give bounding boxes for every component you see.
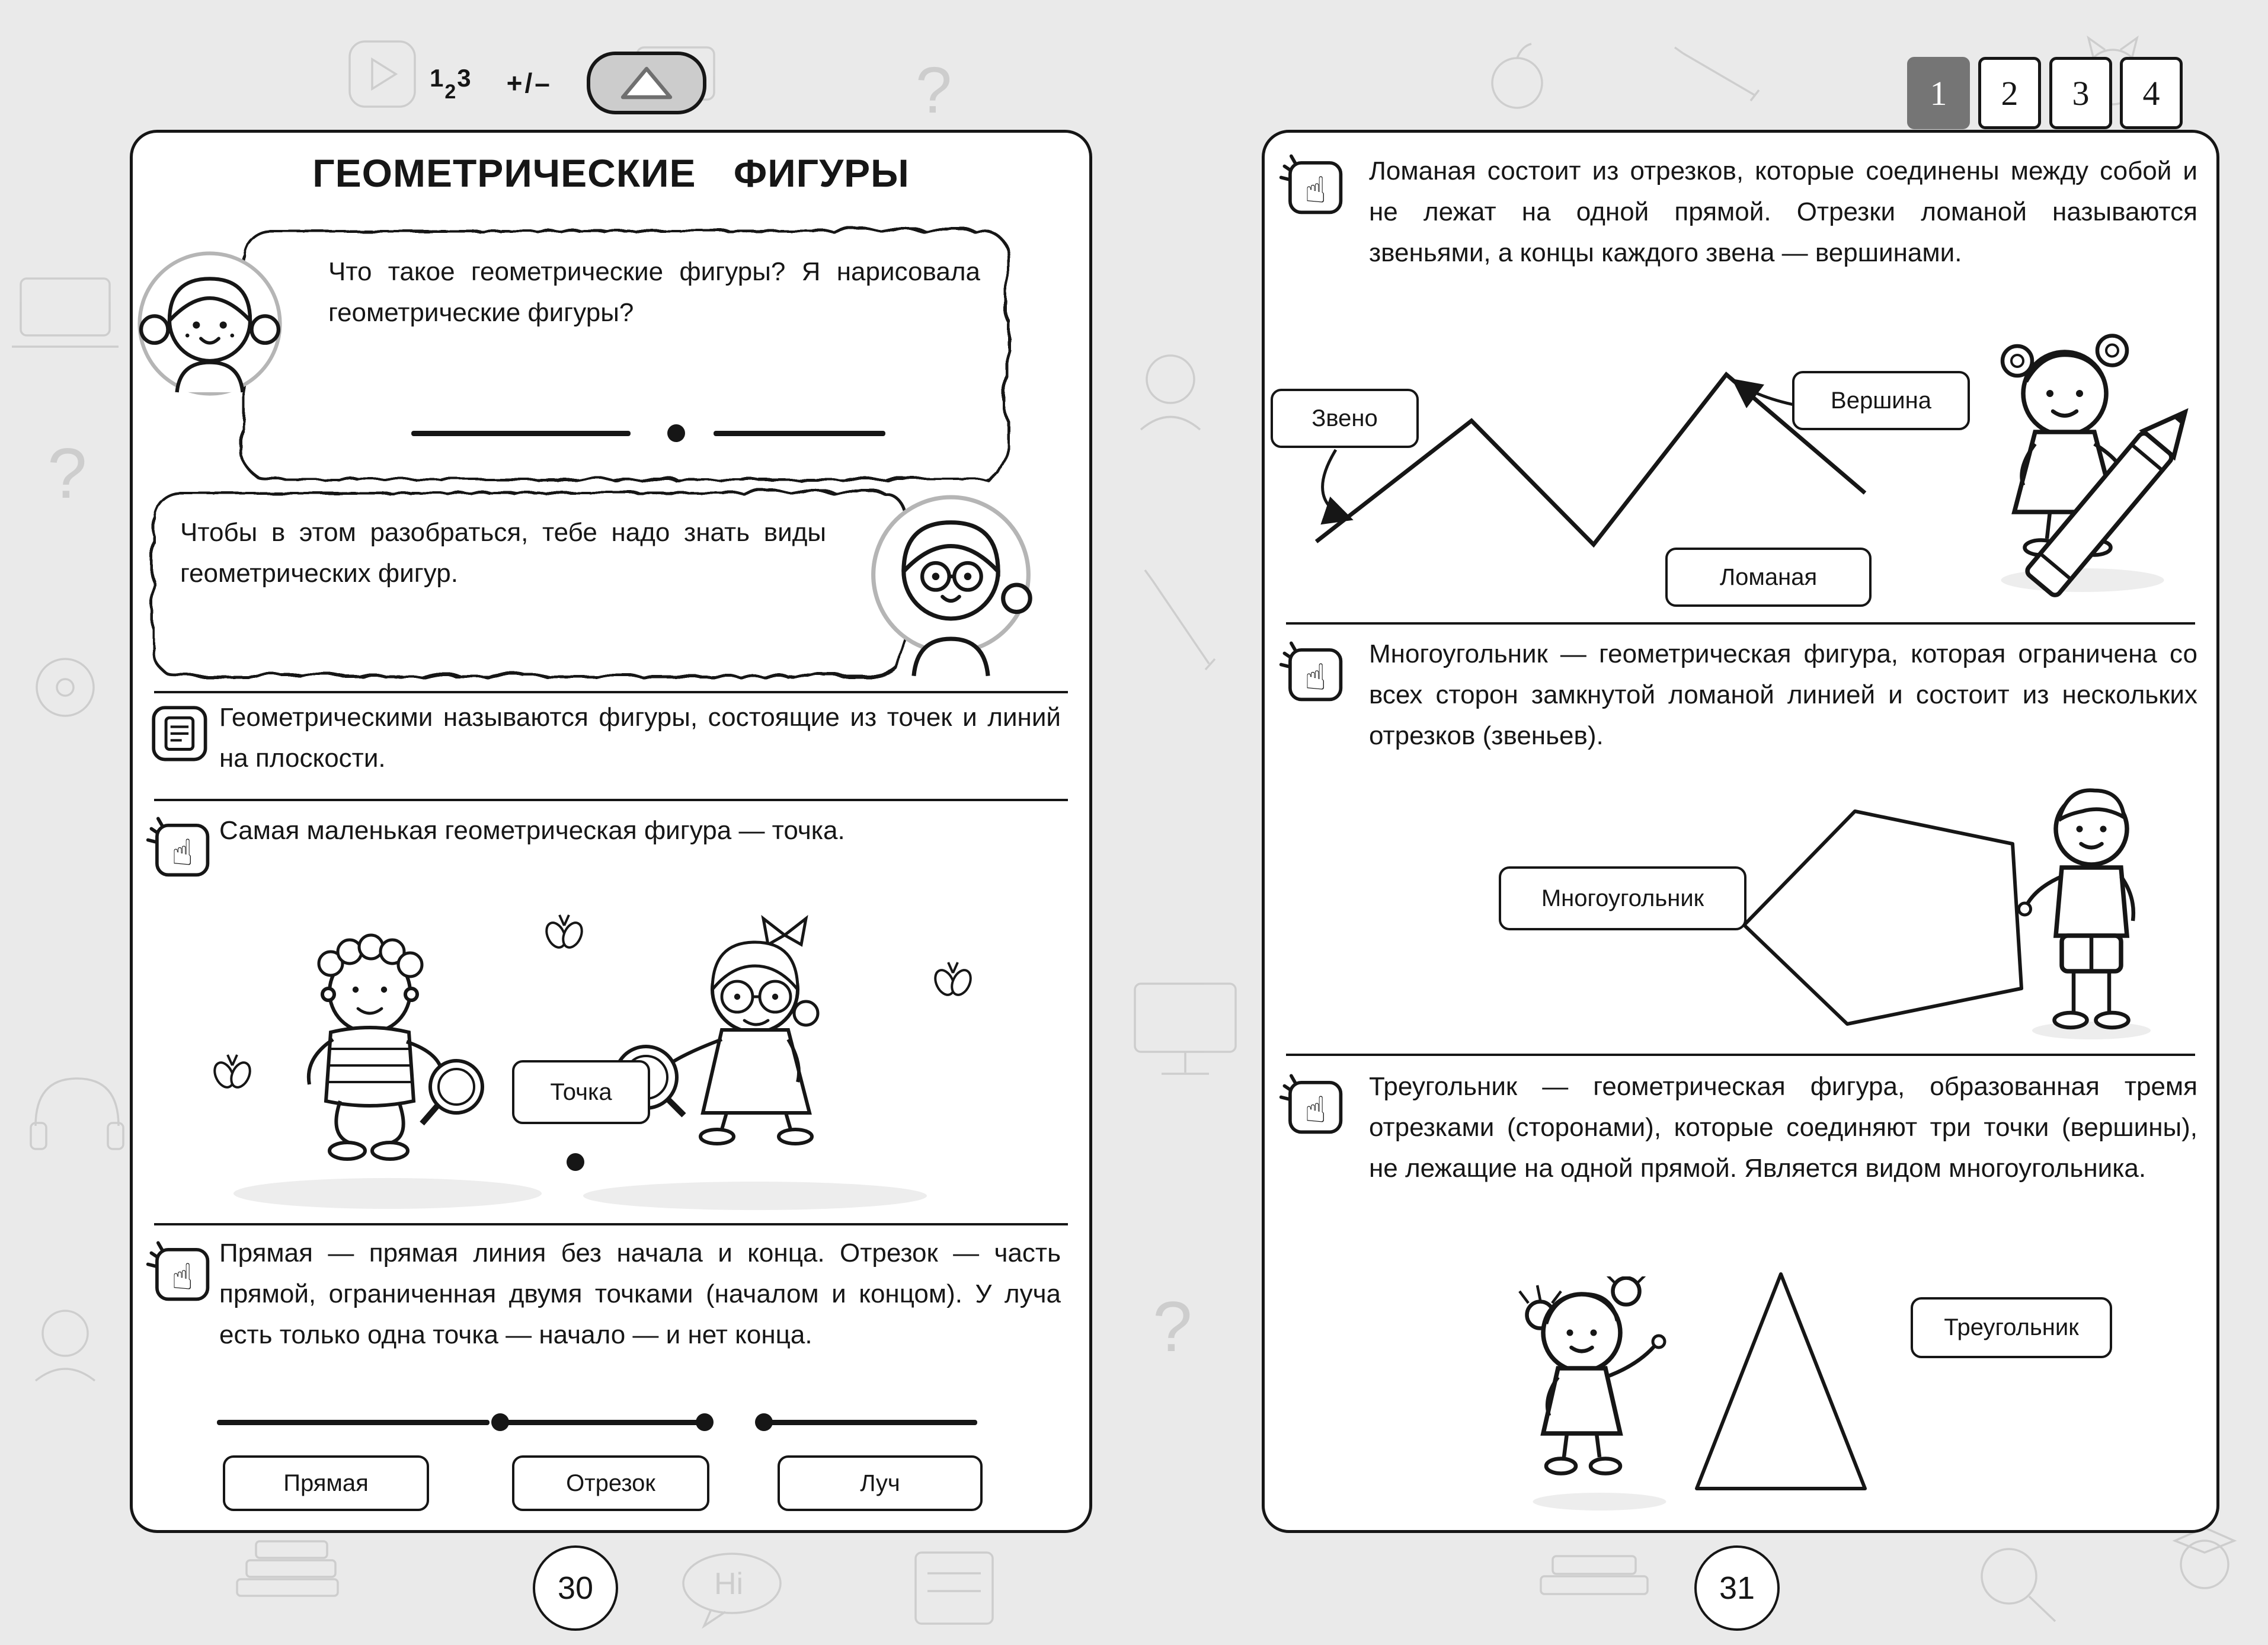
doodle-play-button: [350, 41, 415, 107]
pointing-hand-icon: [1278, 1069, 1345, 1137]
link-label: Звено: [1271, 389, 1419, 448]
speech-bubble-question: [239, 226, 1007, 478]
boy-figure: [309, 935, 482, 1159]
rule-triangle: Треугольник — геометрическая фигура, образованная тремя отрезками (сторонами), которые соединяют три точки (вершины), не лежащие на одной прямой. Является видом многоугольника.: [1369, 1072, 2197, 1183]
polygon-figure: [1739, 802, 2029, 1030]
bubble-question-text: Что такое геометрические фигуры? Я нарисовала геометрические фигуры?: [328, 257, 980, 328]
plus-minus-label: +/–: [506, 68, 552, 98]
page-title: ГЕОМЕТРИЧЕСКИЕ ФИГУРЫ: [312, 151, 910, 195]
digits-123-icon: 123: [430, 64, 472, 103]
pointing-hand-icon: [145, 1236, 212, 1304]
butterfly-icon: [543, 915, 586, 950]
boy-illustration: [2017, 779, 2165, 1039]
girl-with-pencil-illustration: [1964, 331, 2201, 613]
polygon-label: Многоугольник: [1499, 866, 1746, 930]
segment-endpoint-dot: [491, 1413, 509, 1431]
doodle-books: [1541, 1556, 1648, 1594]
doodle-apple: [1492, 44, 1542, 108]
triangle-label: Треугольник: [1911, 1297, 2112, 1358]
kids-with-magnifiers-illustration: [186, 897, 1016, 1217]
doodle-headphones: [31, 1078, 123, 1149]
svg-text:☝: ☝: [1304, 169, 1327, 210]
triangle-figure: [1680, 1269, 1881, 1497]
tab-1[interactable]: 1: [1907, 57, 1970, 129]
pointing-hand-icon: [1278, 636, 1345, 704]
straight-line-figure: [217, 1420, 490, 1425]
page-number-right: 31: [1694, 1545, 1780, 1631]
svg-text:☝: ☝: [1304, 1089, 1327, 1130]
svg-text:☝: ☝: [171, 1256, 194, 1297]
triangle-button[interactable]: [587, 52, 706, 114]
butterfly-icon: [932, 962, 974, 998]
speech-bubble-answer: [149, 488, 905, 675]
ray-figure: [764, 1420, 977, 1425]
book-icon: [145, 699, 212, 766]
girl-with-glasses-avatar: [866, 487, 1035, 683]
doodle-notepad: [916, 1553, 993, 1624]
section-divider: [1286, 622, 2195, 625]
line-label: Прямая: [223, 1455, 429, 1511]
doodle-books: [237, 1541, 338, 1596]
section-divider: [1286, 1054, 2195, 1056]
bubble-answer-text: Чтобы в этом разобраться, тебе надо знать виды геометрических фигур.: [180, 518, 826, 588]
section-divider: [154, 1223, 1068, 1225]
doodle-question-mark: ?: [1153, 1287, 1192, 1366]
tab-4[interactable]: 4: [2120, 57, 2183, 129]
right-page: [1262, 130, 2219, 1533]
doodle-hi-text: Hi: [714, 1567, 744, 1601]
doodle-magnifier: [1982, 1549, 2055, 1621]
pointing-hand-icon: [1278, 149, 1345, 217]
point-label: Точка: [512, 1060, 650, 1124]
rule-polygon: Многоугольник — геометрическая фигура, которая ограничена со всех сторон замкнутой ломаной линией и состоит из нескольких отрезков (звеньев).: [1369, 639, 2197, 751]
girl-illustration: [1514, 1276, 1685, 1513]
doodle-monitor: [1135, 984, 1236, 1074]
doodle-circle: [37, 659, 94, 716]
segment-endpoint-dot: [696, 1413, 714, 1431]
ray-start-dot: [755, 1413, 773, 1431]
doodle-graduate: [2175, 1528, 2234, 1588]
page-number-left: 30: [533, 1545, 618, 1631]
butterfly-icon: [211, 1055, 254, 1090]
doodle-question-mark: ?: [47, 434, 87, 513]
segment-figure: [500, 1420, 705, 1425]
header-widget: [430, 52, 706, 114]
drawn-line: [411, 431, 631, 436]
broken-line-label: Ломаная: [1665, 548, 1872, 607]
doodle-pencil-top: [1675, 47, 1759, 101]
doodle-person: [36, 1311, 95, 1381]
triangle-icon: [618, 64, 675, 102]
svg-text:☝: ☝: [171, 832, 194, 873]
doodle-question-mark: ?: [916, 54, 952, 127]
segment-label: Отрезок: [512, 1455, 709, 1511]
tab-2[interactable]: 2: [1978, 57, 2041, 129]
drawn-point: [667, 424, 685, 442]
section-divider: [154, 799, 1068, 801]
rule-broken-line: Ломаная состоит из отрезков, которые соединены между собой и не лежат на одной прямой. Отрезки ломаной называются звеньями, а концы каждого звена — вершинами.: [1369, 156, 2197, 268]
doodle-person: [1141, 356, 1200, 430]
svg-text:☝: ☝: [1304, 657, 1327, 697]
drawn-line: [714, 431, 885, 436]
rule-point: Самая маленькая геометрическая фигура — точка.: [219, 816, 845, 845]
rule-line-segment-ray: Прямая — прямая линия без начала и конца. Отрезок — часть прямой, ограниченная двумя точками (началом и концом). У луча есть только одна точка — начало — и нет конца.: [219, 1238, 1061, 1350]
left-page: [130, 130, 1092, 1533]
vertex-label: Вершина: [1792, 371, 1970, 430]
doodle-pencil: [1145, 570, 1215, 670]
ray-label: Луч: [778, 1455, 983, 1511]
rule-geometry-definition: Геометрическими называются фигуры, состоящие из точек и линий на плоскости.: [219, 703, 1061, 773]
doodle-laptop: [12, 279, 119, 347]
pointing-hand-icon: [145, 812, 212, 879]
tab-3[interactable]: 3: [2049, 57, 2112, 129]
section-divider: [154, 691, 1068, 693]
girl-avatar: [135, 249, 284, 398]
